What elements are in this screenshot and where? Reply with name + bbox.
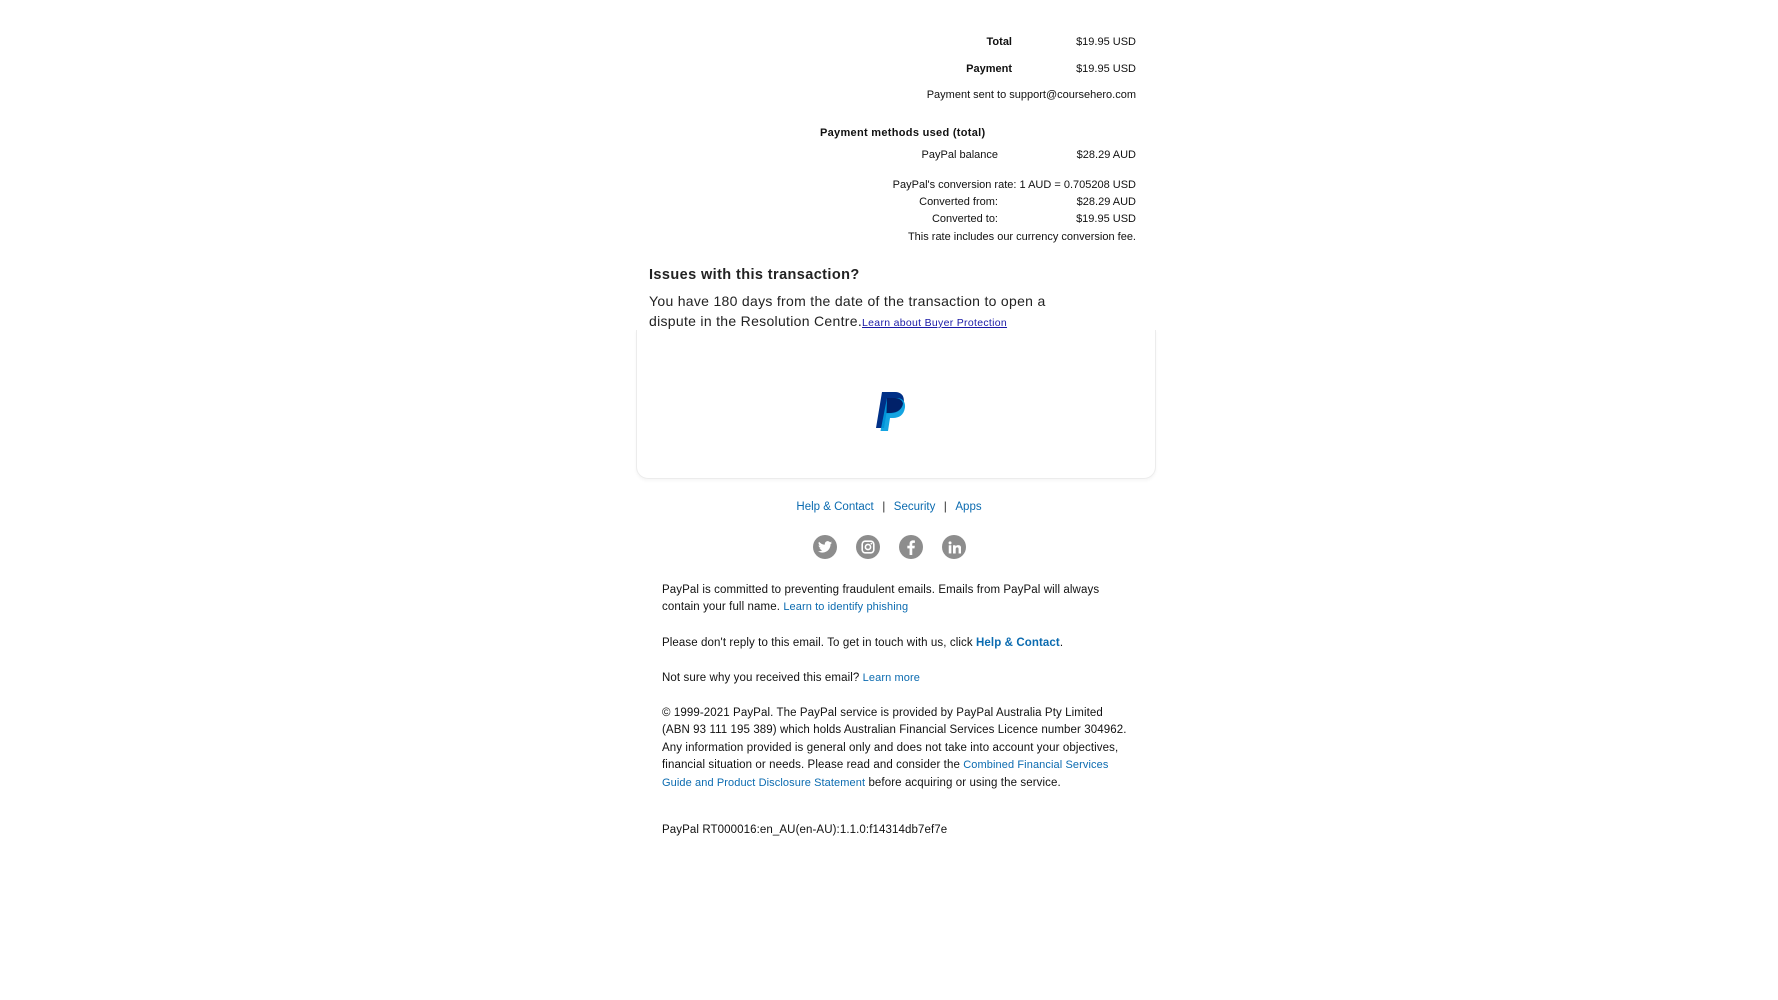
footer-separator: | (943, 499, 947, 513)
payment-methods-heading: Payment methods used (total) (820, 127, 986, 139)
paypal-balance-label: PayPal balance (921, 149, 998, 161)
no-reply-notice (662, 635, 1132, 652)
conversion-fee-note: This rate includes our currency conversion fee. (907, 231, 1136, 243)
converted-from-label: Converted from: (919, 196, 998, 208)
footer-link-apps[interactable]: Apps (955, 501, 982, 513)
converted-from-value: $28.29 AUD (1076, 196, 1136, 208)
why-received-text: Not sure why you received this email? (662, 672, 860, 684)
legal-end: before acquiring or using the service. (868, 776, 1061, 789)
twitter-icon[interactable] (813, 535, 837, 559)
no-reply-end: . (1059, 637, 1064, 649)
legal-text: © 1999-2021 PayPal. The PayPal service is provided by PayPal Australia Pty Limited (ABN 93 111 195 389) which holds Australian Financial Services Licence number 304962. Any information provided is general only and does not take into account your objectives, financial situation or needs. Please read and consider the (662, 707, 1127, 772)
total-label: Total (986, 36, 1012, 48)
conversion-rate: PayPal's conversion rate: 1 AUD = 0.705208 USD (892, 179, 1136, 191)
phishing-notice (662, 582, 1132, 617)
payment-label: Payment (966, 63, 1012, 75)
footer-link-help-contact[interactable]: Help & Contact (796, 501, 874, 513)
issues-text-line2: dispute in the Resolution Centre. (649, 313, 863, 329)
reference-code: PayPal RT000016:en_AU(en-AU):1.1.0:f14314db7ef7e (662, 824, 948, 836)
payment-value: $19.95 USD (1076, 63, 1136, 75)
payment-recipient: Payment sent to support@coursehero.com (926, 89, 1136, 101)
no-reply-text: Please don't reply to this email. To get in touch with us, click (662, 637, 973, 649)
why-received-notice (662, 670, 1132, 687)
facebook-icon[interactable] (899, 535, 923, 559)
help-contact-link[interactable]: Help & Contact (976, 637, 1060, 649)
converted-to-label: Converted to: (931, 213, 998, 225)
paypal-balance-value: $28.29 AUD (1076, 149, 1136, 161)
buyer-protection-link[interactable]: Learn about Buyer Protection (862, 317, 1008, 329)
linkedin-icon[interactable] (942, 535, 966, 559)
instagram-icon[interactable] (856, 535, 880, 559)
footer-separator: | (882, 499, 886, 513)
financial-services-guide-link[interactable]: Combined Financial Services Guide and Product Disclosure Statement (662, 759, 1109, 789)
legal-notice (662, 705, 1132, 792)
footer-link-security[interactable]: Security (893, 501, 936, 513)
phishing-notice-text: PayPal is committed to preventing fraudulent emails. Emails from PayPal will always contain your full name. (662, 584, 1100, 614)
issues-text-line1: You have 180 days from the date of the transaction to open a (649, 293, 1046, 309)
footer-nav (0, 497, 1778, 515)
learn-more-link[interactable]: Learn more (862, 672, 920, 684)
issues-heading: Issues with this transaction? (649, 267, 860, 283)
paypal-logo-icon (871, 392, 907, 432)
total-value: $19.95 USD (1076, 36, 1136, 48)
converted-to-value: $19.95 USD (1076, 213, 1136, 225)
identify-phishing-link[interactable]: Learn to identify phishing (783, 601, 909, 614)
